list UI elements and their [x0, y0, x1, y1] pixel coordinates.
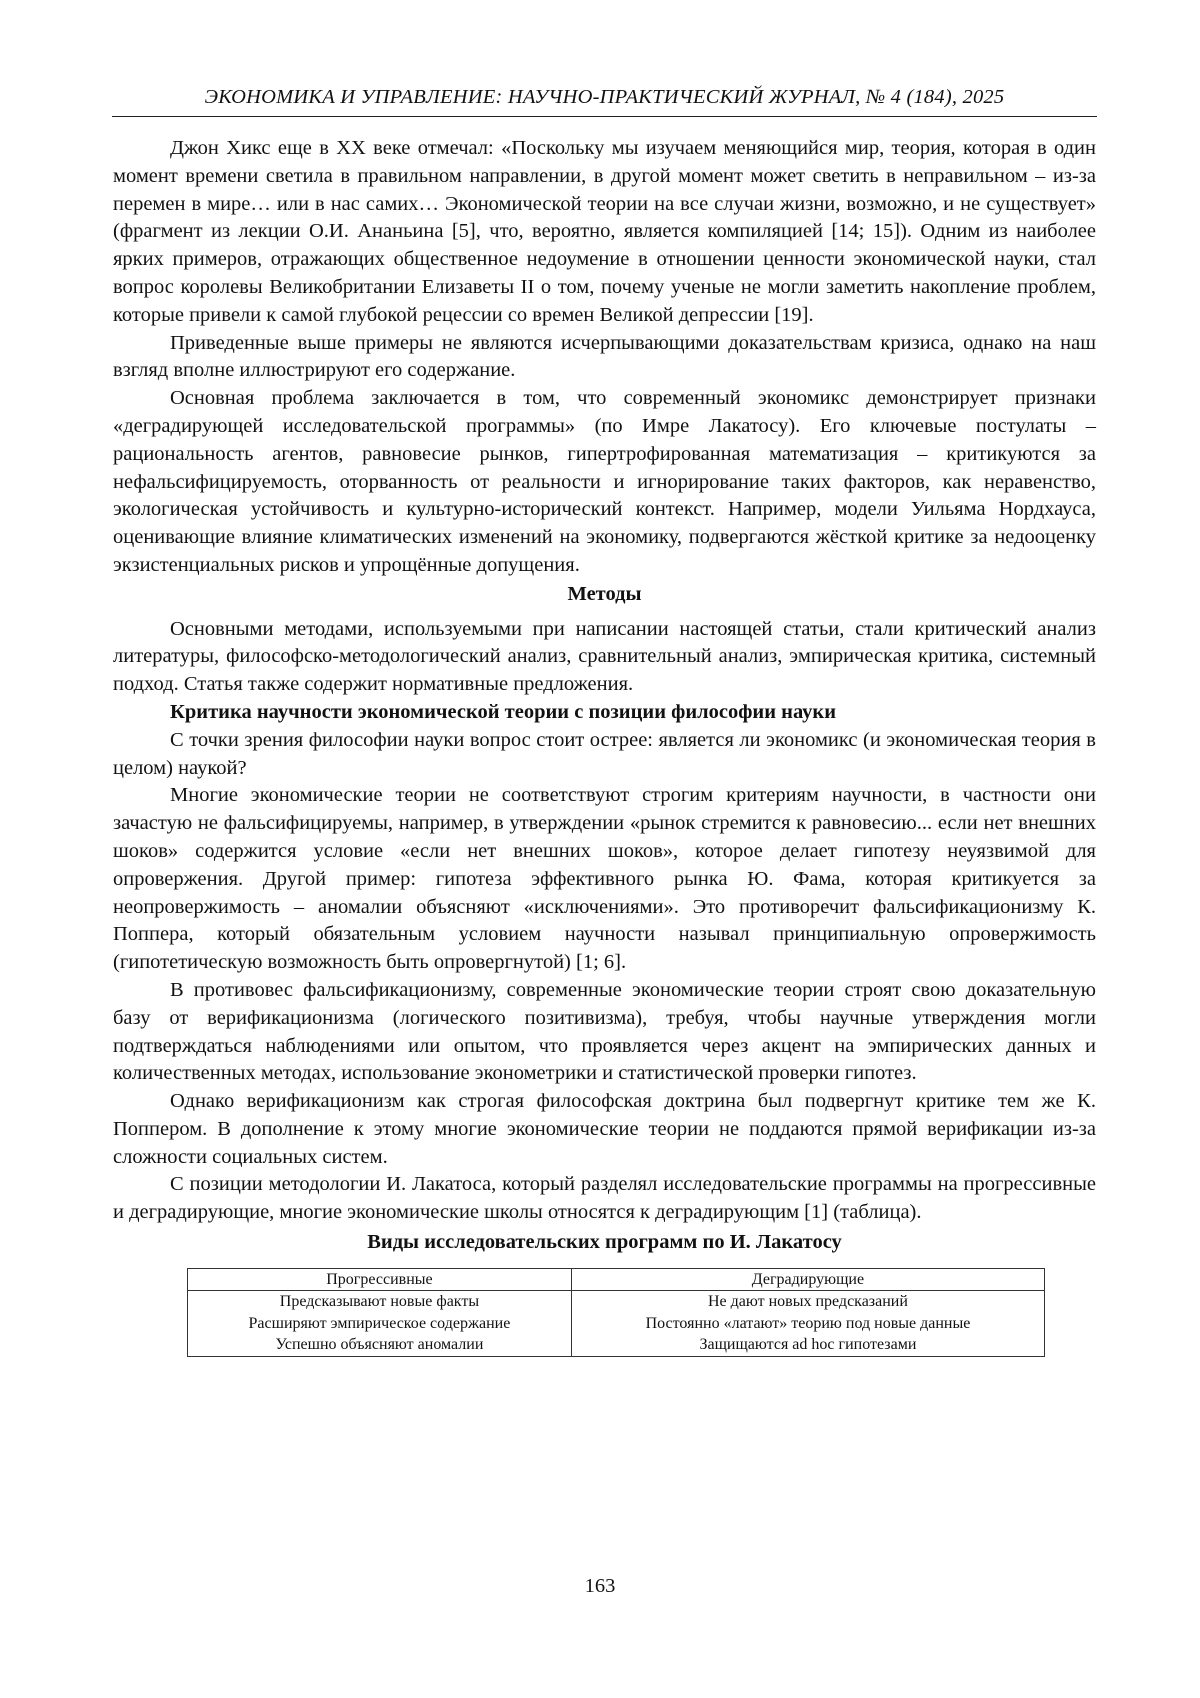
table-header-degenerating: Деградирующие [571, 1268, 1044, 1291]
table-title: Виды исследовательских программ по И. Лакатосу [113, 1229, 1096, 1257]
heading-methods: Методы [113, 581, 1096, 609]
article-body [113, 135, 1096, 1357]
table-header-row [188, 1268, 1045, 1291]
paragraph-examples: Приведенные выше примеры не являются исчерпывающими доказательствам кризиса, од­нако на наш взгляд вполне иллюстрируют его содержание. [113, 330, 1096, 386]
header-rule [112, 116, 1097, 117]
paragraph-verificationism: В противовес фальсификационизму, современные экономические теории строят свою до­казательную базу от верификационизма (логического позитивизма), требуя, чтобы научные утверждения могли подтверждаться наблюдениями или опытом, что проявляется через акцент на эмпирических данных и количественных методах, использование эконометрики и статисти­ческой проверки гипотез. [113, 977, 1096, 1088]
table-cell: Расширяют эмпирическое содержание [188, 1313, 572, 1335]
paragraph-falsifiability: Многие экономические теории не соответствуют строгим критериям научности, в частно­сти они зачастую не фальсифицируемы, например, в утверждении «рынок стремится к равнове­сию... если нет внешних шоков» содержится условие «если нет внешних шоков», которое дела­ет гипотезу неуязвимой для опровержения. Другой пример: гипотеза эффективного рынка Ю. Фама, которая критикуется за неопровержимость – аномалии объясняют «исключениями». Это противоречит фальсификационизму К. Поппера, который обязательным условием научности называл принципиальную опровержимость (гипотетическую возможность быть опровергнутой) [1; 6]. [113, 782, 1096, 977]
paragraph-methods: Основными методами, используемыми при написании настоящей статьи, стали критиче­ский анализ литературы, философско-методологический анализ, сравнительный анализ, эмпи­рическая критика, системный подход. Статья также содержит нормативные предложения. [113, 616, 1096, 699]
paragraph-question: С точки зрения философии науки вопрос стоит острее: является ли экономикс (и экономи­ческая теория в целом) наукой? [113, 727, 1096, 783]
table-header-progressive: Прогрессивные [188, 1268, 572, 1291]
paragraph-popper-critique: Однако верификационизм как строгая философская доктрина был подвергнут критике тем же К. Поппером. В дополнение к этому многие экономические теории не поддаются прямой ве­рификации из-за сложности социальных систем. [113, 1088, 1096, 1171]
table-cell: Успешно объясняют аномалии [188, 1334, 572, 1356]
paragraph-main-problem: Основная проблема заключается в том, что современный экономикс демонстрирует при­знаки «деградирующей исследовательской программы» (по Имре Лакатосу). Его ключевые по­стулаты – рациональность агентов, равновесие рынков, гипертрофированная математизация – критикуются за нефальсифицируемость, оторванность от реальности и игнорирование таких факторов, как неравенство, экологическая устойчивость и культурно-исторический контекст. Например, модели Уильяма Нордхауса, оценивающие влияние климатических изменений на экономику, подвергаются жёсткой критике за недооценку экзистенциальных рисков и упро­щённые допущения. [113, 385, 1096, 580]
table-row [188, 1313, 1045, 1335]
table-row [188, 1334, 1045, 1356]
table-cell: Не дают новых предсказаний [571, 1291, 1044, 1313]
paragraph-hicks: Джон Хикс еще в XX веке отмечал: «Поскольку мы изучаем меняющийся мир, теория, ко­торая в один момент времени светила в правильном направлении, в другой момент может све­тить в неправильном – из-за перемен в мире… или в нас самих… Экономической теории на все случаи жизни, возможно, и не существует» (фрагмент из лекции О.И. Ананьина [5], что, веро­ятно, является компиляцией [14; 15]). Одним из наиболее ярких примеров, отражающих обще­ственное недоумение в отношении ценности экономической науки, стал вопрос королевы Ве­ликобритании Елизаветы II о том, почему ученые не могли заметить накопление проблем, ко­торые привели к самой глубокой рецессии со времен Великой депрессии [19]. [113, 135, 1096, 330]
lakatos-table [187, 1268, 1045, 1357]
paragraph-lakatos: С позиции методологии И. Лакатоса, который разделял исследовательские программы на прогрессивные и деградирующие, многие экономические школы относятся к деградирующим [1] (таблица). [113, 1171, 1096, 1227]
page-number: 163 [0, 1575, 1200, 1598]
table-cell: Защищаются ad hoc гипотезами [571, 1334, 1044, 1356]
heading-critique: Критика научности экономической теории с позиции философии науки [113, 699, 1096, 727]
table-row [188, 1291, 1045, 1313]
table-cell: Предсказывают новые факты [188, 1291, 572, 1313]
table-cell: Постоянно «латают» теорию под новые данные [571, 1313, 1044, 1335]
journal-header: ЭКОНОМИКА И УПРАВЛЕНИЕ: НАУЧНО-ПРАКТИЧЕСКИЙ ЖУРНАЛ, № 4 (184), 2025 [112, 86, 1097, 109]
